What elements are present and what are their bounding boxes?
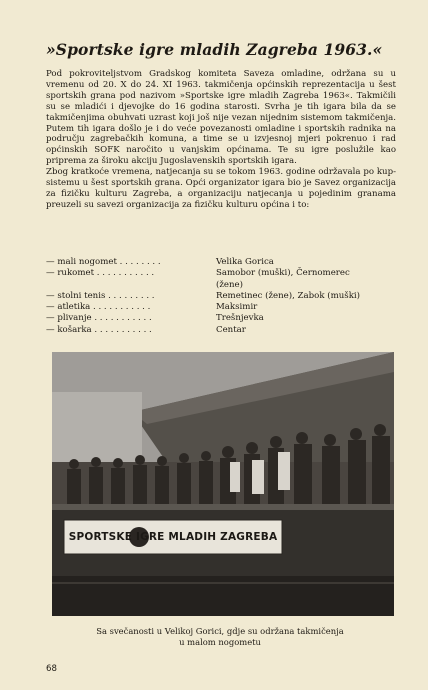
organizer-name: (žene) [216, 279, 243, 290]
organizer-name: Samobor (muški), Černomerec [216, 268, 350, 279]
page-number: 68 [46, 664, 57, 674]
paragraph-2: Zbog kratkoće vremena, natjecanja su se tokom 1963. godine održavala po kup-sistemu u šest sportskih grana. Opći organizator igara bio je Savez organizacija za fizičku kulturu Zagreba, a organizaciju natjecanja u pojedinim granama preuzeli su savezi organizacija za fizičku kulturu općina i to: [46, 167, 396, 210]
organizer-name: Velika Gorica [216, 257, 274, 267]
sport-name: — plivanje . . . . . . . . . . . [46, 313, 152, 324]
banner-text: SPORTSKE IGRE MLADIH ZAGREBA [68, 531, 278, 543]
list-item [46, 302, 406, 313]
organizer-list [46, 257, 406, 336]
list-item [46, 257, 406, 268]
organizer-name: Remetinec (žene), Zabok (muški) [216, 290, 361, 301]
photo-illustration [52, 352, 394, 616]
list-item [46, 325, 406, 336]
sport-name [46, 280, 216, 291]
article-title: »Sportske igre mladih Zagreba 1963.« [46, 40, 383, 59]
sport-name: — stolni tenis . . . . . . . . . [46, 290, 155, 301]
sport-name: — košarka . . . . . . . . . . . [46, 324, 152, 335]
sport-name: — rukomet . . . . . . . . . . . [46, 268, 155, 279]
paragraph-1: Pod pokroviteljstvom Gradskog komiteta Saveza omladine, održana su u vremenu od 20. X do 24. XI 1963. takmičenja općinskih reprezentacija u šest sportskih grana pod nazivom »Sportske igre mladih Zagreba 1963«. Takmičili su se mladići i djevojke do 16 godina starosti. Svrha je tih igara bila da se takmičenjima obuhvati uzrast koji još nije vezan nijednim sistemom takmičenja. Putem tih igara došlo je i do veće povezanosti omladine i sportskih radnika na području zagrebačkih komuna, a time se u izvjesnoj mjeri pokrenuo i rad općinskih SOFK naročito u vanjskim općinama. Te su igre poslužile kao priprema za široku akciju Jugoslavenskih sportskih igara. [46, 69, 396, 167]
article-body [46, 69, 396, 211]
sport-name: — mali nogomet . . . . . . . . [46, 257, 161, 267]
list-item [46, 313, 406, 324]
sport-name: — atletika . . . . . . . . . . . [46, 302, 151, 313]
organizer-name: Maksimir [216, 302, 258, 313]
list-item [46, 291, 406, 302]
caption-line-1: Sa svečanosti u Velikoj Gorici, gdje su održana takmičenja [96, 626, 344, 636]
organizer-name: Centar [216, 324, 246, 335]
organizer-name: Trešnjevka [216, 313, 264, 324]
caption-line-2: u malom nogometu [179, 637, 261, 647]
list-item [46, 268, 406, 279]
photo-caption [60, 626, 380, 648]
list-item [46, 280, 406, 291]
event-photo [52, 352, 394, 616]
